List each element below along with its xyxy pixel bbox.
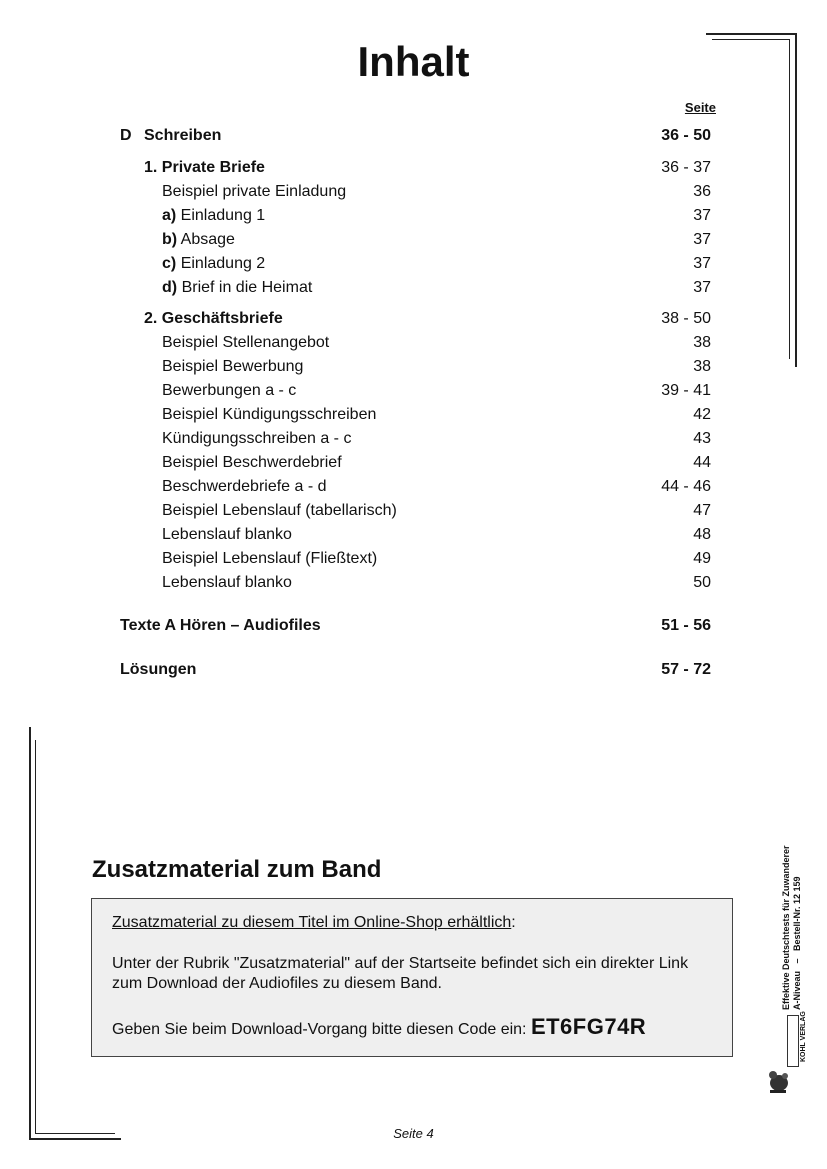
publisher-logo-frame: [787, 1015, 799, 1067]
toc-item: [0, 428, 827, 450]
item-label: Brief in die Heimat: [181, 279, 313, 296]
frame-bottom-left-v1: [29, 727, 31, 1139]
toc-section-row: [0, 125, 827, 147]
toc-item: [0, 572, 827, 594]
toc-item: [0, 404, 827, 426]
item-page: 39 - 41: [661, 382, 711, 399]
item-label: Lebenslauf blanko: [162, 574, 292, 591]
side-imprint: [781, 845, 803, 1010]
item-label: Kündigungsschreiben a - c: [162, 430, 352, 447]
toc-item: [0, 500, 827, 522]
item-prefix: c): [162, 255, 177, 272]
item-label: Beispiel Beschwerdebrief: [162, 454, 342, 471]
item-prefix: a): [162, 207, 177, 224]
item-page: 43: [693, 430, 711, 447]
item-page: 48: [693, 526, 711, 543]
item-page: 38: [693, 334, 711, 351]
item-label: Einladung 2: [180, 255, 266, 272]
extra-label: Texte A Hören – Audiofiles: [120, 617, 321, 634]
extra-pages: 57 - 72: [661, 661, 711, 678]
download-code: ET6FG74R: [530, 1014, 647, 1039]
zusatz-shop-line: Zusatzmaterial zu diesem Titel im Online-Shop erhältlich: [112, 914, 512, 931]
side-imprint-title: Effektive Deutschtests für Zuwanderer: [781, 845, 791, 1010]
item-label: Beispiel private Einladung: [162, 183, 347, 200]
toc-item: [0, 229, 827, 251]
section-pages: 36 - 50: [661, 127, 711, 144]
zusatz-code-prefix: Geben Sie beim Download-Vorgang bitte diesen Code ein:: [112, 1021, 531, 1038]
item-label: Beispiel Stellenangebot: [162, 334, 330, 351]
zusatz-para-b: zum Download der Audiofiles zu diesem Band.: [112, 975, 442, 992]
toc-group-heading: [0, 308, 827, 330]
extra-pages: 51 - 56: [661, 617, 711, 634]
toc-item: [0, 253, 827, 275]
item-prefix: b): [162, 231, 178, 248]
item-prefix: d): [162, 279, 178, 296]
item-label: Beispiel Lebenslauf (Fließtext): [162, 550, 378, 567]
zusatz-info-box: Zusatzmaterial zu diesem Titel im Online-Shop erhältlich: Unter der Rubrik "Zusatzmaterial" auf der Startseite befindet sich ein direkter Link zum Download der Audiofiles zu diesem Band. Geben Sie beim Download-Vorgang bitte diesen Code ein: ET6FG74R: [91, 898, 733, 1057]
item-page: 44: [693, 454, 711, 471]
item-label: Lebenslauf blanko: [162, 526, 292, 543]
section-letter: D: [120, 127, 132, 144]
item-label: Beispiel Bewerbung: [162, 358, 304, 375]
toc-item: [0, 452, 827, 474]
item-label: Absage: [177, 231, 235, 248]
group-title: 1. Private Briefe: [144, 159, 265, 176]
item-label: Beschwerdebriefe a - d: [162, 478, 327, 495]
group-pages: 38 - 50: [661, 310, 711, 327]
side-imprint-order: A-Niveau – Bestell-Nr. 12 159: [792, 876, 802, 1010]
page-title: Inhalt: [357, 38, 470, 85]
toc-item: [0, 380, 827, 402]
section-title: Schreiben: [144, 127, 222, 144]
item-page: 37: [693, 207, 711, 224]
item-page: 44 - 46: [661, 478, 711, 495]
toc-item: [0, 332, 827, 354]
item-page: 37: [693, 255, 711, 272]
item-page: 42: [693, 406, 711, 423]
toc-item: [0, 277, 827, 299]
toc-item: [0, 356, 827, 378]
toc-item: [0, 205, 827, 227]
zusatz-heading: Zusatzmaterial zum Band: [92, 856, 382, 883]
item-page: 36: [693, 183, 711, 200]
toc-item: [0, 476, 827, 498]
item-page: 38: [693, 358, 711, 375]
publisher-logo-text: KOHL VERLAG: [800, 1011, 807, 1062]
item-label: Einladung 1: [176, 207, 266, 224]
toc-item: [0, 524, 827, 546]
zusatz-para-a: Unter der Rubrik "Zusatzmaterial" auf der Startseite befindet sich ein direkter Link: [112, 955, 689, 972]
item-label: Bewerbungen a - c: [162, 382, 297, 399]
toc-extra-row: [0, 615, 827, 637]
item-label: Beispiel Lebenslauf (tabellarisch): [162, 502, 397, 519]
item-page: 37: [693, 279, 711, 296]
frame-bottom-left-v2: [35, 740, 36, 1134]
item-page: 49: [693, 550, 711, 567]
toc-item: [0, 548, 827, 570]
toc-extra-row: [0, 659, 827, 681]
item-page: 37: [693, 231, 711, 248]
item-page: 50: [693, 574, 711, 591]
extra-label: Lösungen: [120, 661, 197, 678]
toc-group-heading: [0, 157, 827, 179]
item-page: 47: [693, 502, 711, 519]
group-title: 2. Geschäftsbriefe: [144, 310, 283, 327]
page-column-header: Seite: [684, 100, 716, 115]
item-label: Beispiel Kündigungsschreiben: [162, 406, 377, 423]
page-footer: Seite 4: [393, 1126, 434, 1141]
group-pages: 36 - 37: [661, 159, 711, 176]
toc-item: [0, 181, 827, 203]
publisher-mascot-icon: [766, 1068, 792, 1096]
